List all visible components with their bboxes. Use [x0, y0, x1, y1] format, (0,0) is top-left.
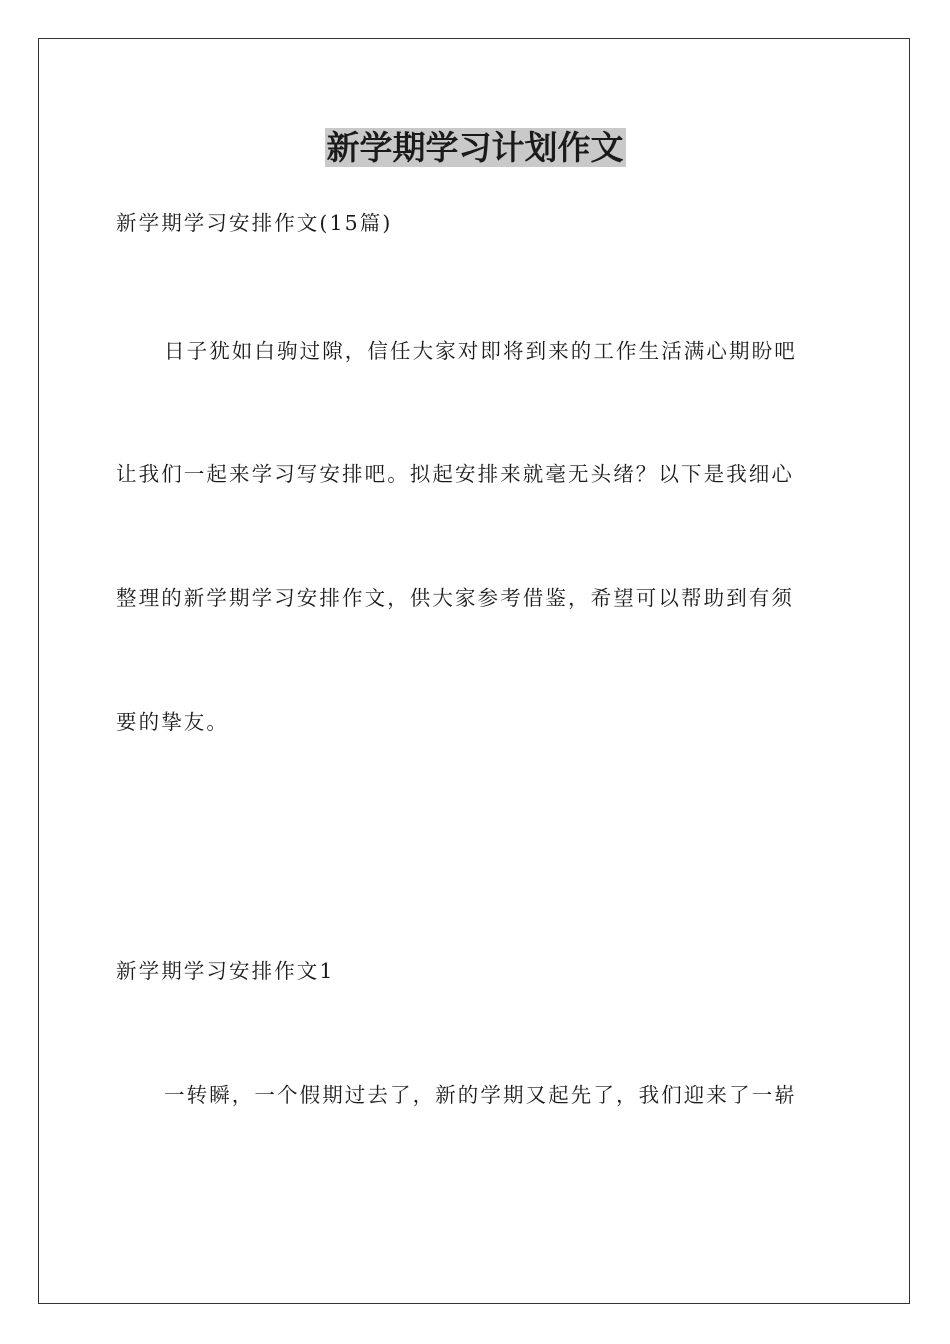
- section-heading: 新学期学习安排作文1: [116, 959, 335, 983]
- intro-line-1: 日子犹如白驹过隙，信任大家对即将到来的工作生活满心期盼吧: [164, 339, 797, 363]
- body-line-1: 一转瞬，一个假期过去了，新的学期又起先了，我们迎来了一崭: [164, 1083, 797, 1107]
- intro-line-4: 要的挚友。: [116, 710, 229, 734]
- intro-line-3: 整理的新学期学习安排作文，供大家参考借鉴，希望可以帮助到有须: [116, 586, 794, 610]
- document-title: [0, 126, 950, 170]
- intro-line-2: 让我们一起来学习写安排吧。拟起安排来就毫无头绪？以下是我细心: [116, 462, 794, 486]
- document-subtitle: 新学期学习安排作文(15篇): [116, 211, 393, 235]
- document-title-text: 新学期学习计划作文: [326, 128, 624, 167]
